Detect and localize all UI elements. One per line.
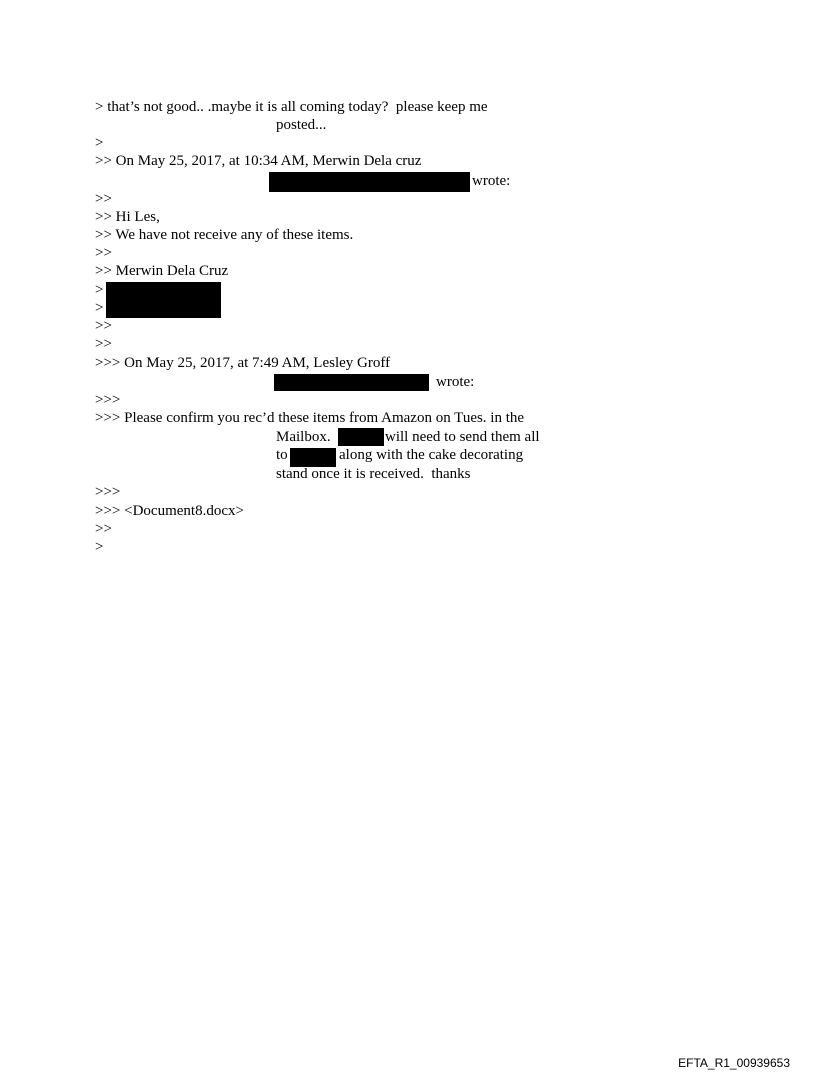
text-line: along with the cake decorating [339,447,524,463]
text-line: >> [95,191,112,207]
text-line: >>> [95,484,121,500]
text-line: >>> Please confirm you rec’d these items from Amazon on Tues. in the [95,410,525,426]
redaction-box [269,172,470,192]
text-line: > [95,135,104,151]
redaction-box [106,282,221,318]
text-line: >> [95,318,112,334]
text-line: > [95,300,104,316]
text-line: >> [95,245,112,261]
text-line: wrote: [472,173,511,189]
document-id-footer: EFTA_R1_00939653 [678,1056,790,1070]
redaction-box [338,428,384,446]
text-line: >>> [95,392,121,408]
redaction-box [274,374,429,391]
text-line: >> [95,336,112,352]
text-line: stand once it is received. thanks [276,466,471,482]
text-line: > [95,539,104,555]
text-line: >> [95,521,112,537]
text-line: will need to send them all [385,429,540,445]
text-line: >>> On May 25, 2017, at 7:49 AM, Lesley Groff [95,355,391,371]
text-line: Mailbox. [276,429,331,445]
text-line: >> On May 25, 2017, at 10:34 AM, Merwin Dela cruz [95,153,422,169]
text-line: >> Hi Les, [95,209,160,225]
text-line: posted... [276,117,327,133]
text-line: >> Merwin Dela Cruz [95,263,229,279]
text-line: >> We have not receive any of these items. [95,227,354,243]
text-line: to [276,447,288,463]
text-line: > that’s not good.. .maybe it is all coming today? please keep me [95,99,488,115]
text-line: >>> <Document8.docx> [95,503,244,519]
text-line: wrote: [436,374,475,390]
text-line: > [95,282,104,298]
